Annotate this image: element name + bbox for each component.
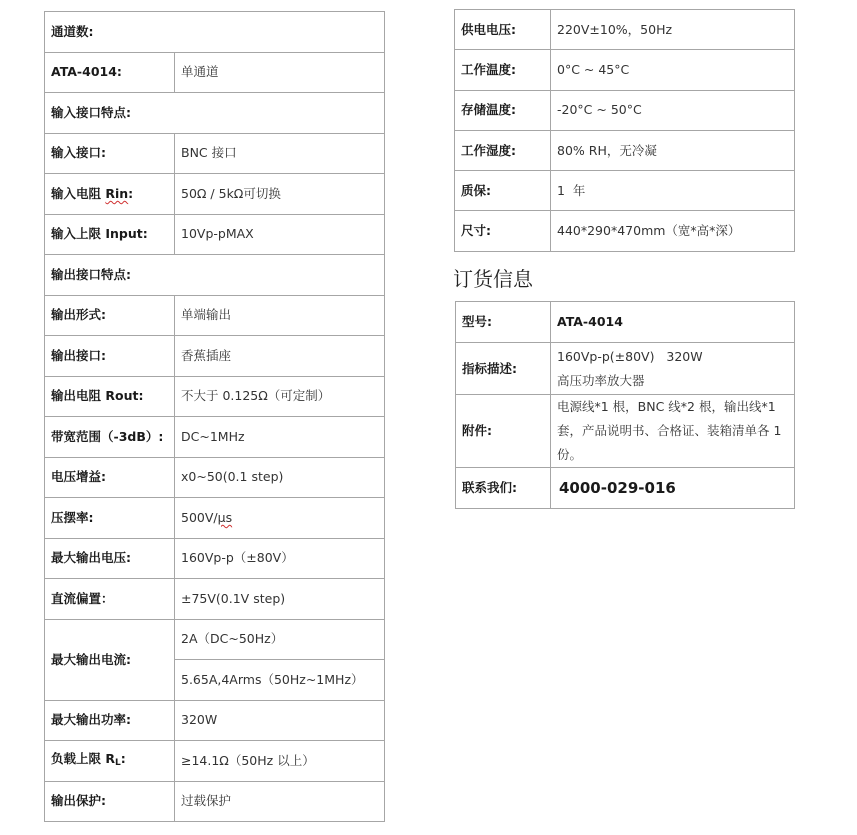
spec-label: ATA-4014: (45, 52, 175, 93)
spec-description (551, 343, 795, 395)
spec-value: ≥14.1Ω（50Hz 以上） (175, 741, 385, 782)
description-line: 160Vp-p(±80V) 320W (557, 348, 703, 364)
spec-value: 50Ω / 5kΩ可切换 (175, 174, 385, 215)
table-row (456, 468, 795, 509)
spec-label: 输出接口: (45, 336, 175, 377)
spec-value: 0°C ~ 45°C (551, 50, 795, 90)
spec-value: 160Vp-p（±80V） (175, 538, 385, 579)
spec-label: 最大输出功率: (45, 700, 175, 741)
spellcheck-marked-text: μs (217, 509, 233, 525)
spec-table-left (44, 11, 385, 822)
spec-label: 供电电压: (455, 10, 551, 50)
spec-value: 单端输出 (175, 295, 385, 336)
spec-label: 存储温度: (455, 90, 551, 130)
spec-value: 5.65A,4Arms（50Hz~1MHz） (175, 660, 385, 701)
table-row (45, 255, 385, 296)
table-row (455, 50, 795, 90)
table-row (45, 295, 385, 336)
table-row (45, 93, 385, 134)
spellcheck-marked-text: Rin (105, 185, 129, 201)
table-row (455, 90, 795, 130)
order-label: 型号: (456, 302, 551, 343)
label-suffix: : (128, 185, 134, 201)
spec-value: DC~1MHz (175, 417, 385, 458)
table-row (45, 214, 385, 255)
label-suffix: : (120, 750, 126, 766)
table-row (456, 302, 795, 343)
contact-phone: 4000-029-016 (551, 468, 795, 509)
order-label: 联系我们: (456, 468, 551, 509)
table-row (456, 395, 795, 468)
label-prefix: 输入电阻 (51, 185, 106, 201)
spec-value: 440*290*470mm（宽*高*深） (551, 211, 795, 251)
table-row (455, 130, 795, 170)
spec-table-right (454, 9, 795, 252)
spec-value: 10Vp-pMAX (175, 214, 385, 255)
spec-value: 320W (175, 700, 385, 741)
spec-label: 输出保护: (45, 781, 175, 822)
spec-label: 压摆率: (45, 498, 175, 539)
section-header-input: 输入接口特点: (45, 93, 385, 134)
spec-label: 输入上限 Input: (45, 214, 175, 255)
table-row (455, 10, 795, 50)
spec-value: 不大于 0.125Ω（可定制） (175, 376, 385, 417)
table-row (456, 343, 795, 395)
table-row (45, 781, 385, 822)
spec-value: BNC 接口 (175, 133, 385, 174)
spec-value: ±75V(0.1V step) (175, 579, 385, 620)
description-line: 高压功率放大器 (557, 372, 645, 388)
spec-label: 工作湿度: (455, 130, 551, 170)
table-row (45, 12, 385, 53)
spec-value: 220V±10%，50Hz (551, 10, 795, 50)
spec-value: -20°C ~ 50°C (551, 90, 795, 130)
order-info-heading: 订货信息 (453, 267, 533, 291)
section-header-output: 输出接口特点: (45, 255, 385, 296)
section-header-channels: 通道数: (45, 12, 385, 53)
spec-label (45, 741, 175, 782)
table-row (45, 376, 385, 417)
spec-value (175, 498, 385, 539)
spec-label: 直流偏置： (45, 579, 175, 620)
table-row (455, 211, 795, 251)
spec-label: 尺寸: (455, 211, 551, 251)
spec-label: 最大输出电流: (45, 619, 175, 700)
spec-label: 工作温度: (455, 50, 551, 90)
spec-value: 80% RH，无冷凝 (551, 130, 795, 170)
table-row (45, 417, 385, 458)
table-row (45, 52, 385, 93)
table-row (455, 171, 795, 211)
table-row (45, 538, 385, 579)
model-number: ATA-4014 (551, 302, 795, 343)
spec-value: 1 年 (551, 171, 795, 211)
table-row (45, 619, 385, 660)
spec-label: 输入接口: (45, 133, 175, 174)
order-label: 附件: (456, 395, 551, 468)
spec-label: 输出形式: (45, 295, 175, 336)
spec-label: 质保: (455, 171, 551, 211)
spec-label: 带宽范围（-3dB）: (45, 417, 175, 458)
spec-label: 最大输出电压: (45, 538, 175, 579)
spec-label (45, 174, 175, 215)
spec-value: 单通道 (175, 52, 385, 93)
table-row (45, 579, 385, 620)
table-row (45, 457, 385, 498)
table-row (45, 174, 385, 215)
label-subscript: L (114, 757, 121, 768)
value-prefix: 500V/ (181, 509, 218, 525)
order-label: 指标描述: (456, 343, 551, 395)
spec-label: 输出电阻 Rout: (45, 376, 175, 417)
accessories-value: 电源线*1 根，BNC 线*2 根，输出线*1 套，产品说明书、合格证、装箱清单各 1 份。 (551, 395, 795, 468)
spec-label: 电压增益: (45, 457, 175, 498)
spec-value: 2A（DC~50Hz） (175, 619, 385, 660)
spec-value: 香蕉插座 (175, 336, 385, 377)
spec-value: x0~50(0.1 step) (175, 457, 385, 498)
table-row (45, 133, 385, 174)
spec-value: 过载保护 (175, 781, 385, 822)
order-info-table (455, 301, 795, 509)
table-row (45, 336, 385, 377)
label-prefix: 负载上限 R (51, 750, 115, 766)
table-row (45, 498, 385, 539)
table-row (45, 741, 385, 782)
table-row (45, 700, 385, 741)
